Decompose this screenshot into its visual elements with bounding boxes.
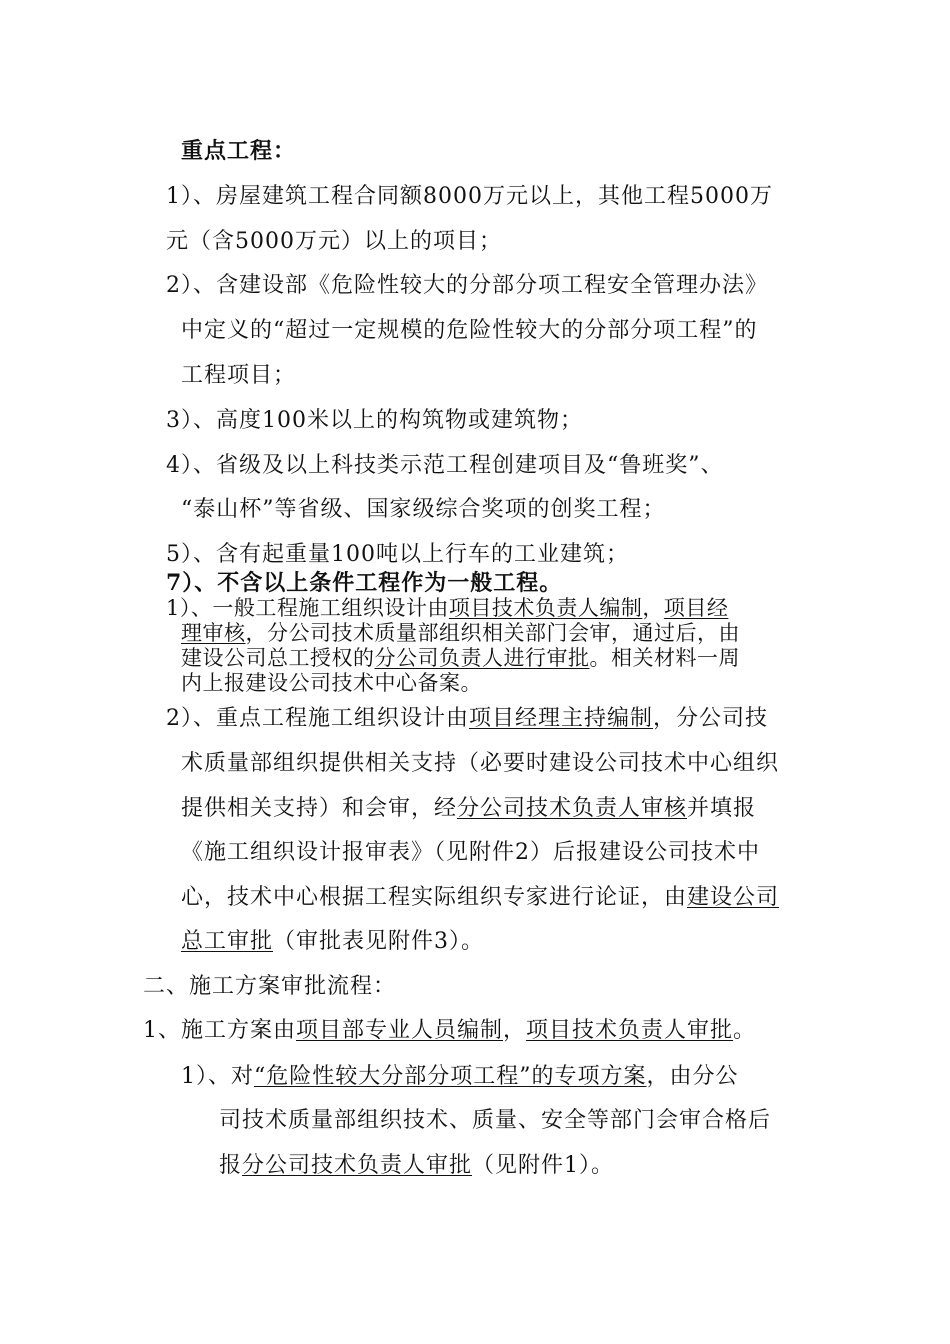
underlined-text: 项目经 <box>663 596 729 620</box>
underlined-text: 项目经理主持编制 <box>469 706 654 731</box>
text-run: 提供相关支持）和会审，经 <box>181 796 458 821</box>
text-run: （审批表见附件3）。 <box>273 929 485 954</box>
text-run: 7）、不含以上条件工程作为一般工程。 <box>166 570 563 596</box>
text-run: 工程项目； <box>181 363 297 388</box>
text-run: 建设公司总工授权的 <box>181 646 375 670</box>
text-line <box>166 272 768 300</box>
section-heading-plan-approval <box>143 973 396 1001</box>
text-run: 2）、重点工程施工组织设计由 <box>166 706 469 731</box>
underlined-text: 项目技术负责人审批 <box>526 1018 734 1043</box>
text-run: 2）、含建设部《危险性较大的分部分项工程安全管理办法》 <box>166 273 768 298</box>
text-line <box>181 496 666 524</box>
text-run: （见附件1）。 <box>472 1153 615 1178</box>
underlined-text: 分公司负责人进行审批 <box>374 646 590 670</box>
text-line <box>181 750 779 778</box>
underlined-text: 总工审批 <box>181 929 274 954</box>
text-line <box>181 795 756 823</box>
text-line <box>166 705 768 733</box>
text-run: 内上报建设公司技术中心备案。 <box>181 671 482 695</box>
text-run: 3）、高度100米以上的构筑物或建筑物； <box>166 408 583 433</box>
section-heading-key-projects <box>181 137 296 165</box>
text-run: 中定义的“超过一定规模的危险性较大的分部分项工程”的 <box>181 318 758 343</box>
text-line <box>166 541 629 569</box>
text-line <box>181 317 758 345</box>
text-line <box>181 362 296 390</box>
text-run: 元（含5000万元）以上的项目； <box>166 229 502 254</box>
text-run: 。相关材料一周 <box>589 646 740 670</box>
text-line <box>166 452 724 480</box>
text-line <box>181 928 484 956</box>
text-run: 。 <box>733 1018 757 1043</box>
text-line <box>181 884 779 912</box>
text-line-bold <box>166 569 562 597</box>
text-line <box>181 621 740 645</box>
text-run: 报 <box>219 1153 243 1178</box>
text-run: 术质量部组织提供相关支持（必要时建设公司技术中心组织 <box>181 751 780 776</box>
text-run: ， <box>503 1018 527 1043</box>
text-line <box>181 1063 739 1091</box>
text-run: 1、施工方案由 <box>143 1018 296 1043</box>
text-line <box>219 1107 771 1135</box>
text-run: 重点工程： <box>181 138 297 164</box>
text-run: ，由分公 <box>646 1064 739 1089</box>
underlined-text: “危险性较大分部分项工程”的专项方案 <box>254 1064 647 1089</box>
underlined-text: 分公司技术负责人审批 <box>242 1153 473 1178</box>
text-line <box>181 671 482 695</box>
text-line <box>166 183 773 211</box>
underlined-text: 建设公司 <box>687 885 780 910</box>
text-run: 心，技术中心根据工程实际组织专家进行论证，由 <box>181 885 688 910</box>
text-run: 1）、一般工程施工组织设计由 <box>166 596 449 620</box>
text-line <box>181 646 740 670</box>
text-line <box>166 407 583 435</box>
text-run: ， <box>642 596 664 620</box>
text-run: 二、施工方案审批流程： <box>143 974 397 999</box>
text-run: 《施工组织设计报审表》（见附件2）后报建设公司技术中 <box>181 840 760 865</box>
text-run: 1）、房屋建筑工程合同额8000万元以上，其他工程5000万 <box>166 184 773 209</box>
underlined-text: 项目技术负责人编制 <box>448 596 643 620</box>
text-run: 司技术质量部组织技术、质量、安全等部门会审合格后 <box>219 1108 772 1133</box>
text-line <box>166 228 502 256</box>
text-line <box>219 1152 614 1180</box>
underlined-text: 理审核 <box>181 621 246 645</box>
text-line <box>143 1017 756 1045</box>
text-run: ，分公司技术质量部组织相关部门会审，通过后，由 <box>245 621 740 645</box>
text-line <box>181 839 760 867</box>
text-run: 并填报 <box>687 796 757 821</box>
text-run: “泰山杯”等省级、国家级综合奖项的创奖工程； <box>181 497 666 522</box>
text-run: 5）、含有起重量100吨以上行车的工业建筑； <box>166 542 629 567</box>
text-run: 1）、对 <box>181 1064 254 1089</box>
underlined-text: 分公司技术负责人审核 <box>457 796 688 821</box>
text-line <box>166 596 728 620</box>
text-run: 4）、省级及以上科技类示范工程创建项目及“鲁班奖”、 <box>166 453 724 478</box>
text-run: ，分公司技 <box>653 706 769 731</box>
underlined-text: 项目部专业人员编制 <box>296 1018 504 1043</box>
